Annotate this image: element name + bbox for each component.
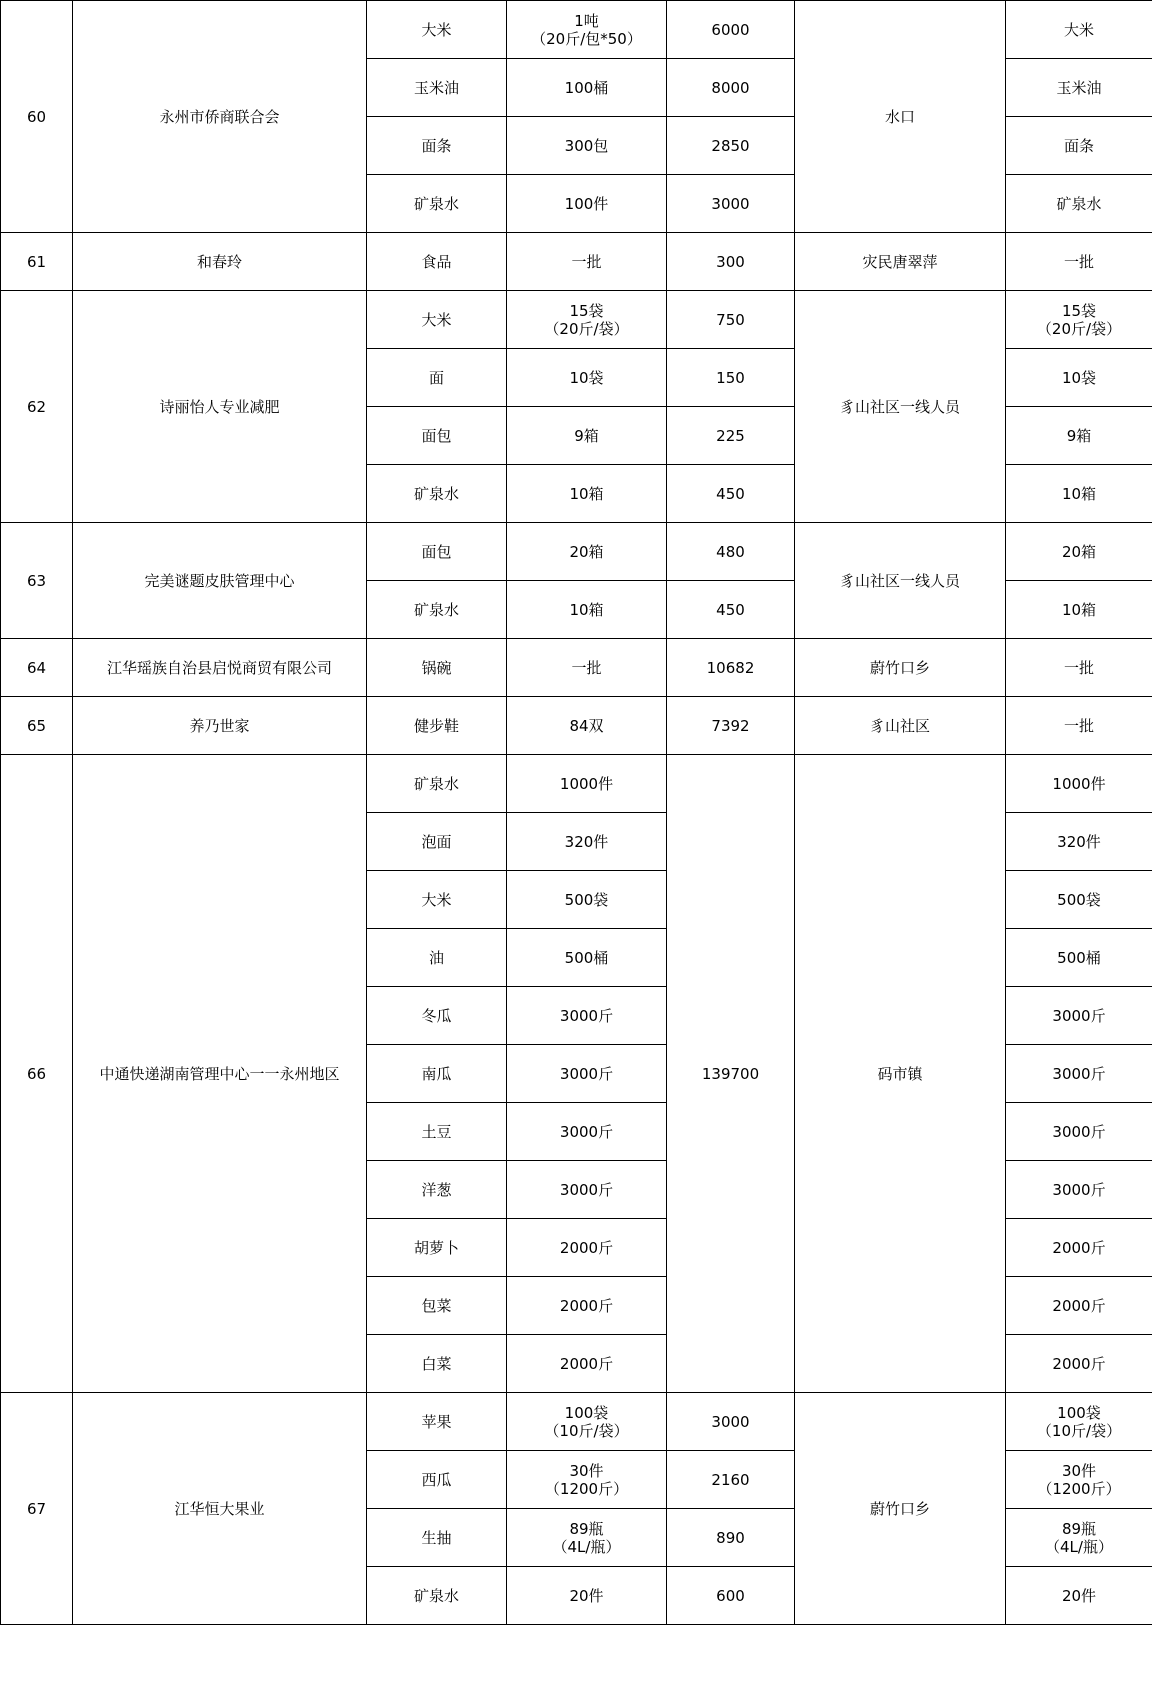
distributed-cell: 10箱 xyxy=(1006,465,1152,523)
serial-number-cell: 66 xyxy=(1,755,73,1393)
value-cell: 3000 xyxy=(667,1393,795,1451)
value-cell: 890 xyxy=(667,1509,795,1567)
quantity-cell: 3000斤 xyxy=(507,1103,667,1161)
donor-cell: 中通快递湖南管理中心一一永州地区 xyxy=(73,755,367,1393)
item-cell: 食品 xyxy=(367,233,507,291)
value-cell: 225 xyxy=(667,407,795,465)
serial-number-cell: 67 xyxy=(1,1393,73,1625)
table-row xyxy=(1,233,1152,291)
recipient-cell: 豸山社区 xyxy=(795,697,1006,755)
item-cell: 南瓜 xyxy=(367,1045,507,1103)
table-row xyxy=(1,291,1152,349)
quantity-cell: 89瓶 （4L/瓶） xyxy=(507,1509,667,1567)
quantity-cell: 2000斤 xyxy=(507,1277,667,1335)
donor-cell: 养乃世家 xyxy=(73,697,367,755)
distributed-cell: 30件 （1200斤） xyxy=(1006,1451,1152,1509)
quantity-cell: 100桶 xyxy=(507,59,667,117)
item-cell: 矿泉水 xyxy=(367,175,507,233)
value-cell: 3000 xyxy=(667,175,795,233)
quantity-cell: 20箱 xyxy=(507,523,667,581)
quantity-cell: 1吨 （20斤/包*50） xyxy=(507,1,667,59)
value-cell: 139700 xyxy=(667,755,795,1393)
distributed-cell: 15袋 （20斤/袋） xyxy=(1006,291,1152,349)
quantity-cell: 20件 xyxy=(507,1567,667,1625)
distributed-cell: 500袋 xyxy=(1006,871,1152,929)
recipient-cell: 码市镇 xyxy=(795,755,1006,1393)
recipient-cell: 灾民唐翠萍 xyxy=(795,233,1006,291)
quantity-cell: 500袋 xyxy=(507,871,667,929)
distributed-cell: 一批 xyxy=(1006,639,1152,697)
distributed-cell: 大米 xyxy=(1006,1,1152,59)
distributed-cell: 一批 xyxy=(1006,233,1152,291)
quantity-cell: 1000件 xyxy=(507,755,667,813)
table-row xyxy=(1,639,1152,697)
item-cell: 面条 xyxy=(367,117,507,175)
item-cell: 土豆 xyxy=(367,1103,507,1161)
distributed-cell: 3000斤 xyxy=(1006,1161,1152,1219)
value-cell: 600 xyxy=(667,1567,795,1625)
table-row xyxy=(1,1393,1152,1451)
quantity-cell: 10箱 xyxy=(507,581,667,639)
item-cell: 生抽 xyxy=(367,1509,507,1567)
quantity-cell: 30件 （1200斤） xyxy=(507,1451,667,1509)
distributed-cell: 9箱 xyxy=(1006,407,1152,465)
item-cell: 冬瓜 xyxy=(367,987,507,1045)
item-cell: 苹果 xyxy=(367,1393,507,1451)
table-row xyxy=(1,523,1152,581)
donor-cell: 和春玲 xyxy=(73,233,367,291)
item-cell: 油 xyxy=(367,929,507,987)
item-cell: 泡面 xyxy=(367,813,507,871)
distributed-cell: 2000斤 xyxy=(1006,1335,1152,1393)
item-cell: 矿泉水 xyxy=(367,1567,507,1625)
distributed-cell: 89瓶 （4L/瓶） xyxy=(1006,1509,1152,1567)
distributed-cell: 面条 xyxy=(1006,117,1152,175)
distributed-cell: 2000斤 xyxy=(1006,1277,1152,1335)
item-cell: 包菜 xyxy=(367,1277,507,1335)
value-cell: 6000 xyxy=(667,1,795,59)
value-cell: 450 xyxy=(667,581,795,639)
quantity-cell: 100件 xyxy=(507,175,667,233)
recipient-cell: 豸山社区一线人员 xyxy=(795,291,1006,523)
serial-number-cell: 64 xyxy=(1,639,73,697)
value-cell: 7392 xyxy=(667,697,795,755)
quantity-cell: 10箱 xyxy=(507,465,667,523)
serial-number-cell: 62 xyxy=(1,291,73,523)
distributed-cell: 10袋 xyxy=(1006,349,1152,407)
item-cell: 面包 xyxy=(367,523,507,581)
donor-cell: 永州市侨商联合会 xyxy=(73,1,367,233)
distributed-cell: 矿泉水 xyxy=(1006,175,1152,233)
item-cell: 面包 xyxy=(367,407,507,465)
value-cell: 2160 xyxy=(667,1451,795,1509)
item-cell: 面 xyxy=(367,349,507,407)
item-cell: 西瓜 xyxy=(367,1451,507,1509)
distributed-cell: 2000斤 xyxy=(1006,1219,1152,1277)
value-cell: 750 xyxy=(667,291,795,349)
value-cell: 480 xyxy=(667,523,795,581)
donor-cell: 江华瑶族自治县启悦商贸有限公司 xyxy=(73,639,367,697)
distributed-cell: 20件 xyxy=(1006,1567,1152,1625)
table-row xyxy=(1,697,1152,755)
distributed-cell: 1000件 xyxy=(1006,755,1152,813)
quantity-cell: 100袋 （10斤/袋） xyxy=(507,1393,667,1451)
serial-number-cell: 60 xyxy=(1,1,73,233)
quantity-cell: 300包 xyxy=(507,117,667,175)
distributed-cell: 玉米油 xyxy=(1006,59,1152,117)
quantity-cell: 2000斤 xyxy=(507,1219,667,1277)
quantity-cell: 3000斤 xyxy=(507,1045,667,1103)
quantity-cell: 500桶 xyxy=(507,929,667,987)
distributed-cell: 3000斤 xyxy=(1006,987,1152,1045)
distributed-cell: 3000斤 xyxy=(1006,1103,1152,1161)
item-cell: 洋葱 xyxy=(367,1161,507,1219)
distributed-cell: 3000斤 xyxy=(1006,1045,1152,1103)
table-row xyxy=(1,1,1152,59)
distributed-cell: 10箱 xyxy=(1006,581,1152,639)
donor-cell: 江华恒大果业 xyxy=(73,1393,367,1625)
value-cell: 450 xyxy=(667,465,795,523)
item-cell: 玉米油 xyxy=(367,59,507,117)
value-cell: 2850 xyxy=(667,117,795,175)
item-cell: 锅碗 xyxy=(367,639,507,697)
table-row xyxy=(1,755,1152,813)
distributed-cell: 100袋 （10斤/袋） xyxy=(1006,1393,1152,1451)
recipient-cell: 蔚竹口乡 xyxy=(795,1393,1006,1625)
quantity-cell: 一批 xyxy=(507,639,667,697)
quantity-cell: 3000斤 xyxy=(507,987,667,1045)
quantity-cell: 84双 xyxy=(507,697,667,755)
distributed-cell: 20箱 xyxy=(1006,523,1152,581)
item-cell: 胡萝卜 xyxy=(367,1219,507,1277)
donor-cell: 诗丽怡人专业减肥 xyxy=(73,291,367,523)
quantity-cell: 10袋 xyxy=(507,349,667,407)
distributed-cell: 一批 xyxy=(1006,697,1152,755)
serial-number-cell: 61 xyxy=(1,233,73,291)
recipient-cell: 蔚竹口乡 xyxy=(795,639,1006,697)
value-cell: 150 xyxy=(667,349,795,407)
donor-cell: 完美谜题皮肤管理中心 xyxy=(73,523,367,639)
item-cell: 健步鞋 xyxy=(367,697,507,755)
distributed-cell: 500桶 xyxy=(1006,929,1152,987)
serial-number-cell: 63 xyxy=(1,523,73,639)
item-cell: 大米 xyxy=(367,871,507,929)
value-cell: 300 xyxy=(667,233,795,291)
quantity-cell: 15袋 （20斤/袋） xyxy=(507,291,667,349)
value-cell: 10682 xyxy=(667,639,795,697)
item-cell: 矿泉水 xyxy=(367,465,507,523)
quantity-cell: 3000斤 xyxy=(507,1161,667,1219)
item-cell: 大米 xyxy=(367,1,507,59)
item-cell: 大米 xyxy=(367,291,507,349)
item-cell: 白菜 xyxy=(367,1335,507,1393)
item-cell: 矿泉水 xyxy=(367,581,507,639)
serial-number-cell: 65 xyxy=(1,697,73,755)
quantity-cell: 9箱 xyxy=(507,407,667,465)
recipient-cell: 豸山社区一线人员 xyxy=(795,523,1006,639)
recipient-cell: 水口 xyxy=(795,1,1006,233)
quantity-cell: 320件 xyxy=(507,813,667,871)
quantity-cell: 2000斤 xyxy=(507,1335,667,1393)
item-cell: 矿泉水 xyxy=(367,755,507,813)
donation-table-body xyxy=(1,1,1152,1625)
distributed-cell: 320件 xyxy=(1006,813,1152,871)
value-cell: 8000 xyxy=(667,59,795,117)
quantity-cell: 一批 xyxy=(507,233,667,291)
